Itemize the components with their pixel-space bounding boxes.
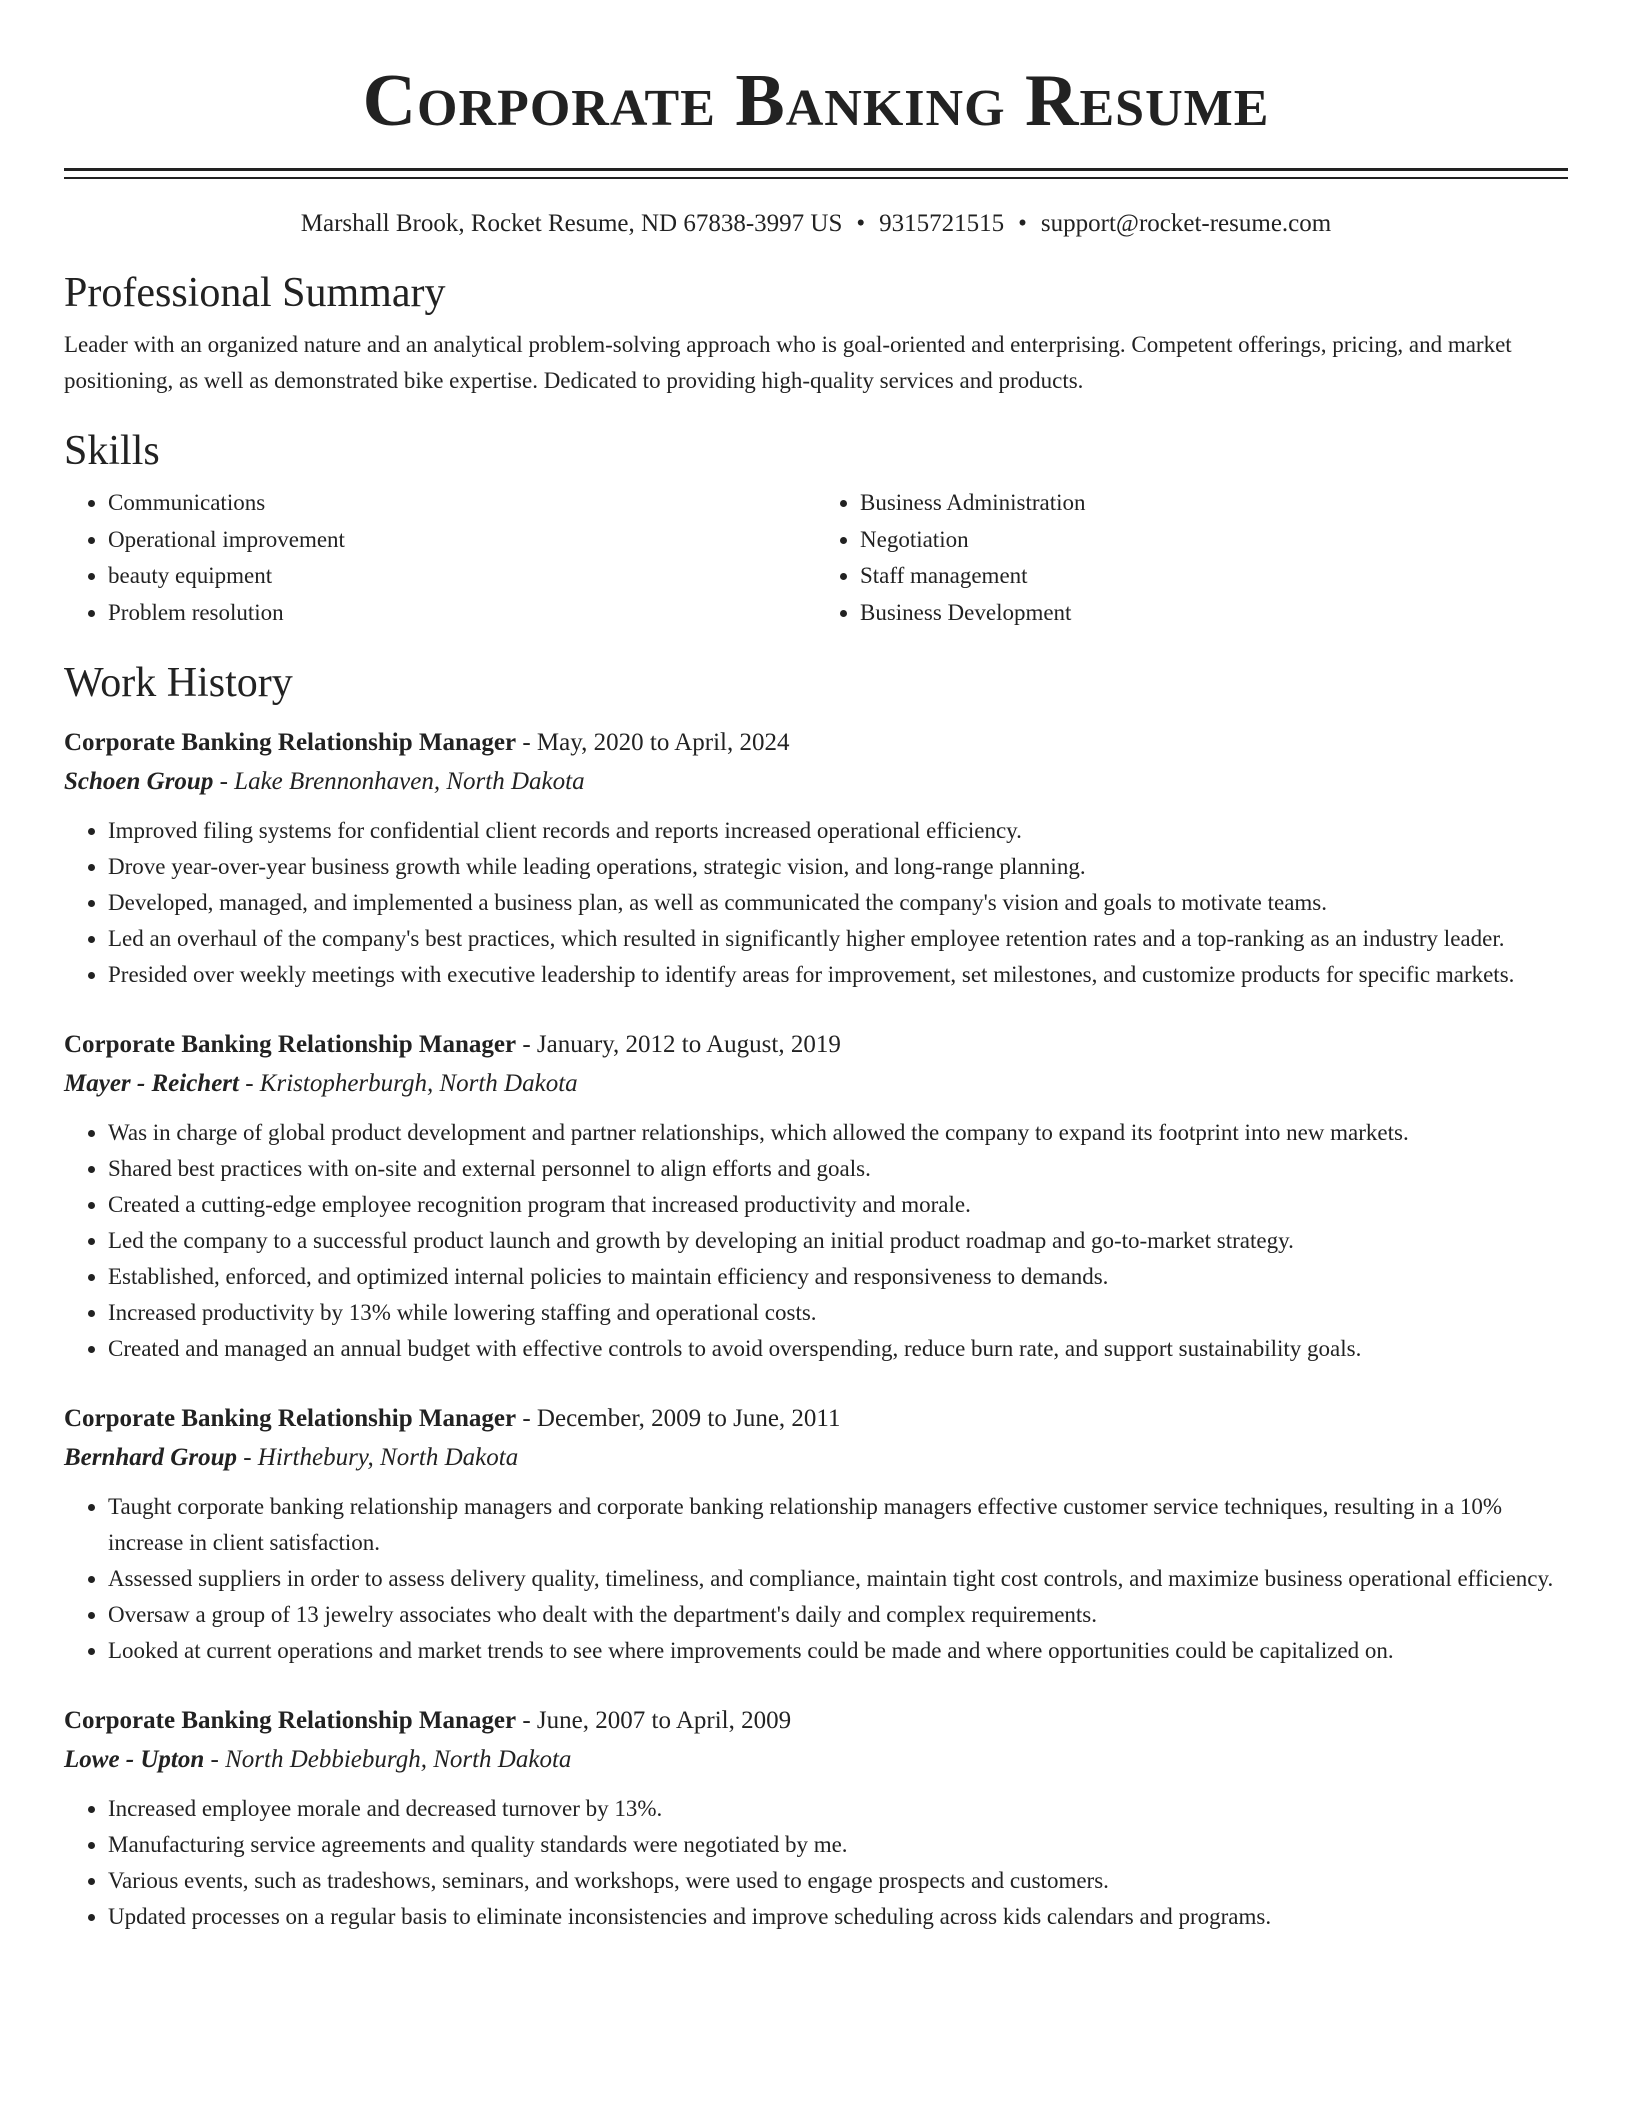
job-dates: - December, 2009 to June, 2011 [516,1405,841,1432]
job-company: Mayer - Reichert [64,1070,239,1097]
job-location: - Lake Brennonhaven, North Dakota [213,768,585,795]
skills-heading: Skills [64,428,160,474]
job-dates: - May, 2020 to April, 2024 [516,729,790,756]
job-bullet: • Established, enforced, and optimized internal policies to maintain efficiency and responsiveness to demands. [108,1259,1568,1295]
job-bullets [64,813,1568,993]
job-company: Schoen Group [64,768,214,795]
title-divider-thick [64,168,1568,171]
skills-list [64,485,1568,631]
summary-heading: Professional Summary [64,270,446,316]
resume-page [64,0,1568,1935]
job-bullet: • Created a cutting-edge employee recognition program that increased productivity and morale. [108,1187,1568,1223]
job-dates: - June, 2007 to April, 2009 [516,1707,792,1734]
job-bullet: • Increased employee morale and decreased turnover by 13%. [108,1791,1568,1827]
skill-item: • beauty equipment [108,558,816,595]
skill-item: • Communications [108,485,816,522]
job-bullet: • Increased productivity by 13% while lowering staffing and operational costs. [108,1295,1568,1331]
job-bullet: • Developed, managed, and implemented a business plan, as well as communicated the company's vision and goals to motivate teams. [108,885,1568,921]
job-bullet: • Was in charge of global product development and partner relationships, which allowed the company to expand its footprint into new markets. [108,1115,1568,1151]
skill-item: • Negotiation [860,522,1568,559]
job-location: - North Debbieburgh, North Dakota [204,1746,572,1773]
job-bullet: • Looked at current operations and market trends to see where improvements could be made and where opportunities could be capitalized on. [108,1633,1568,1669]
skill-item: • Business Development [860,595,1568,632]
skill-item: • Operational improvement [108,522,816,559]
job-company-line [64,1065,1568,1103]
job-bullet: • Presided over weekly meetings with executive leadership to identify areas for improvement, set milestones, and customize products for specific markets. [108,957,1568,993]
job-bullet: • Led the company to a successful product launch and growth by developing an initial product roadmap and go-to-market strategy. [108,1223,1568,1259]
job-bullet: • Oversaw a group of 13 jewelry associates who dealt with the department's daily and complex requirements. [108,1597,1568,1633]
job-bullet: • Shared best practices with on-site and external personnel to align efforts and goals. [108,1151,1568,1187]
work-history-heading: Work History [64,660,293,706]
job-role: Corporate Banking Relationship Manager [64,1405,517,1432]
job-company: Bernhard Group [64,1444,237,1471]
job-bullet: • Various events, such as tradeshows, seminars, and workshops, were used to engage prospects and customers. [108,1863,1568,1899]
job-dates: - January, 2012 to August, 2019 [516,1031,841,1058]
skill-item: • Staff management [860,558,1568,595]
job-bullets [64,1489,1568,1669]
skill-item: • Business Administration [860,485,1568,522]
job-entry [64,723,1568,993]
contact-separator: • [856,210,866,237]
job-header [64,723,1568,763]
job-bullet: • Created and managed an annual budget with effective controls to avoid overspending, reduce burn rate, and support sustainability goals. [108,1331,1568,1367]
page-title: Corporate Banking Resume [362,60,1270,142]
job-role: Corporate Banking Relationship Manager [64,1031,517,1058]
job-location: - Kristopherburgh, North Dakota [238,1070,578,1097]
job-entry [64,1701,1568,1935]
job-bullet: • Assessed suppliers in order to assess delivery quality, timeliness, and compliance, maintain tight cost controls, and maximize business operational efficiency. [108,1561,1568,1597]
contact-line [64,207,1568,241]
job-location: - Hirthebury, North Dakota [236,1444,519,1471]
job-entry [64,1399,1568,1669]
skill-item: • Problem resolution [108,595,816,632]
job-bullet: • Taught corporate banking relationship managers and corporate banking relationship managers effective customer service techniques, resulting in a 10% increase in client satisfaction. [108,1489,1568,1561]
title-divider-thin [64,177,1568,179]
contact-phone: 9315721515 [879,210,1005,237]
job-bullets [64,1791,1568,1935]
contact-address: Marshall Brook, Rocket Resume, ND 67838-3997 US [300,210,843,237]
summary-text: Leader with an organized nature and an analytical problem-solving approach who is goal-oriented and enterprising. Competent offerings, pricing, and market positioning, as well as demonstrated bike expertise. Dedicated to providing high-quality services and products. [64,332,1512,393]
job-company-line [64,1439,1568,1477]
job-bullet: • Led an overhaul of the company's best practices, which resulted in significantly higher employee retention rates and a top-ranking as an industry leader. [108,921,1568,957]
job-company: Lowe - Upton [64,1746,205,1773]
job-entry [64,1025,1568,1367]
job-bullet: • Drove year-over-year business growth while leading operations, strategic vision, and long-range planning. [108,849,1568,885]
job-bullet: • Manufacturing service agreements and quality standards were negotiated by me. [108,1827,1568,1863]
job-company-line [64,763,1568,801]
job-role: Corporate Banking Relationship Manager [64,729,517,756]
job-bullets [64,1115,1568,1367]
contact-email: support@rocket-resume.com [1040,210,1332,237]
job-company-line [64,1741,1568,1779]
job-header [64,1399,1568,1439]
job-role: Corporate Banking Relationship Manager [64,1707,517,1734]
job-bullet: • Improved filing systems for confidential client records and reports increased operational efficiency. [108,813,1568,849]
skills-column-right [816,485,1568,631]
skills-column-left [64,485,816,631]
job-header [64,1025,1568,1065]
job-bullet: • Updated processes on a regular basis to eliminate inconsistencies and improve scheduling across kids calendars and programs. [108,1899,1568,1935]
contact-separator: • [1018,210,1027,237]
job-header [64,1701,1568,1741]
